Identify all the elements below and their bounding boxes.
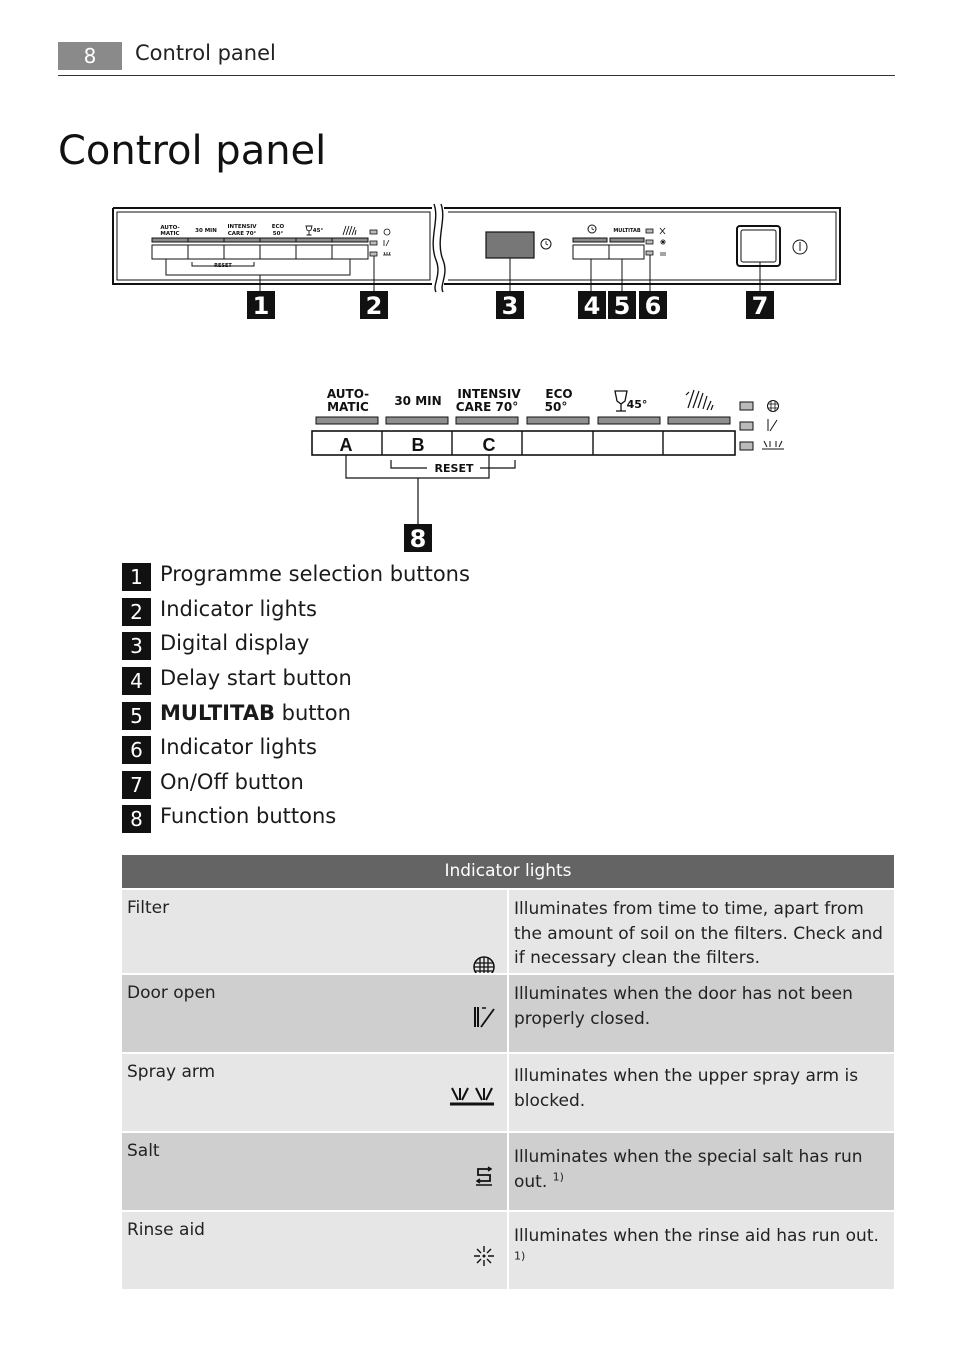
control-panel-diagram xyxy=(0,0,954,560)
legend-text: Digital display xyxy=(160,631,310,655)
legend-number: 1 xyxy=(122,563,151,591)
callout-2: 2 xyxy=(365,292,383,320)
legend-text: On/Off button xyxy=(160,770,304,794)
column-divider xyxy=(507,890,509,973)
row-description: Illuminates when the upper spray arm is blocked. xyxy=(514,1066,859,1111)
legend-item xyxy=(122,805,622,835)
footnote-marker: 1) xyxy=(552,1169,564,1183)
legend-item xyxy=(122,563,622,593)
legend-number: 2 xyxy=(122,598,151,626)
column-divider xyxy=(507,1133,509,1210)
rinse-aid-icon xyxy=(472,1244,496,1268)
table-row-door-open xyxy=(122,973,894,1052)
legend-number: 6 xyxy=(122,736,151,764)
row-name: Door open xyxy=(127,983,216,1003)
svg-text:45°: 45° xyxy=(312,228,324,234)
callout-6: 6 xyxy=(644,292,662,320)
row-name: Spray arm xyxy=(127,1062,216,1082)
svg-text:AUTO-: AUTO- xyxy=(160,225,180,231)
legend-number: 8 xyxy=(122,805,151,833)
big-selection-bars xyxy=(316,417,730,424)
row-description xyxy=(514,1224,889,1273)
callout-7: 7 xyxy=(751,292,769,320)
table-heading: Indicator lights xyxy=(122,855,894,888)
digital-display-mini xyxy=(486,232,551,258)
glass-icon xyxy=(615,391,627,411)
callout-1: 1 xyxy=(252,292,270,320)
footnote-marker: 1) xyxy=(514,1248,526,1262)
row-description xyxy=(514,1145,889,1194)
legend-text xyxy=(160,701,351,725)
svg-text:MATIC: MATIC xyxy=(160,231,180,237)
svg-text:INTENSIV: INTENSIV xyxy=(457,387,521,401)
legend-item xyxy=(122,771,622,801)
column-divider xyxy=(507,1054,509,1131)
spray-arm-icon xyxy=(448,1086,496,1110)
big-programme-labels xyxy=(327,387,648,414)
reset-bracket xyxy=(346,455,515,524)
legend-text: Indicator lights xyxy=(160,735,317,759)
row-description-text: Illuminates when the rinse aid has run out. xyxy=(514,1226,879,1246)
legend-text-rest: button xyxy=(274,701,351,725)
svg-text:RESET: RESET xyxy=(214,263,232,269)
page-title: Control panel xyxy=(58,128,327,174)
function-button-b: B xyxy=(411,435,425,455)
big-indicator-lights xyxy=(740,401,784,451)
section-title: Control panel xyxy=(135,41,276,65)
legend-number: 3 xyxy=(122,632,151,660)
legend-item xyxy=(122,667,622,697)
svg-text:AUTO-: AUTO- xyxy=(326,387,370,401)
table-row-salt xyxy=(122,1131,894,1210)
legend-number: 5 xyxy=(122,702,151,730)
legend-item xyxy=(122,632,622,662)
row-description: Illuminates when the door has not been properly closed. xyxy=(514,984,853,1029)
table-row-rinse-aid xyxy=(122,1210,894,1289)
legend-text: Function buttons xyxy=(160,804,337,828)
reset-label: RESET xyxy=(434,462,474,475)
callout-5: 5 xyxy=(613,292,631,320)
mini-programme-buttons xyxy=(152,238,368,275)
legend-number: 7 xyxy=(122,771,151,799)
svg-text:45°: 45° xyxy=(626,398,648,411)
svg-text:INTENSIV: INTENSIV xyxy=(227,224,257,230)
svg-text:MULTITAB: MULTITAB xyxy=(613,228,641,234)
row-name: Filter xyxy=(127,898,170,918)
big-button-strip xyxy=(312,431,735,455)
table-row-spray-arm xyxy=(122,1052,894,1131)
legend-text: Programme selection buttons xyxy=(160,562,470,586)
callout-3: 3 xyxy=(501,292,519,320)
svg-text:MATIC: MATIC xyxy=(327,400,369,414)
svg-text:50°: 50° xyxy=(544,400,568,414)
legend-text: Indicator lights xyxy=(160,597,317,621)
row-description: Illuminates from time to time, apart from the amount of soil on the filters. Check and if necessary clean the filters. xyxy=(514,899,883,968)
svg-text:50°: 50° xyxy=(272,231,284,237)
svg-text:CARE 70°: CARE 70° xyxy=(455,400,519,414)
legend-item xyxy=(122,598,622,628)
row-name: Rinse aid xyxy=(127,1220,205,1240)
multitab-bold: MULTITAB xyxy=(160,701,275,725)
legend-item xyxy=(122,736,622,766)
rinse-spray-icon xyxy=(686,390,713,410)
callout-8: 8 xyxy=(409,525,427,553)
callout-4: 4 xyxy=(583,292,601,320)
svg-text:30 MIN: 30 MIN xyxy=(394,394,442,408)
function-button-a: A xyxy=(339,435,353,455)
page-number: 8 xyxy=(58,42,122,70)
mini-indicator-lights-left xyxy=(370,229,391,256)
svg-text:ECO: ECO xyxy=(545,387,573,401)
column-divider xyxy=(507,1212,509,1289)
callout-lines xyxy=(260,255,760,291)
column-divider xyxy=(507,975,509,1052)
legend-text: Delay start button xyxy=(160,666,352,690)
onoff-mini xyxy=(737,226,807,266)
door-open-icon xyxy=(472,1005,498,1029)
svg-text:30 MIN: 30 MIN xyxy=(195,228,217,234)
legend-number: 4 xyxy=(122,667,151,695)
row-name: Salt xyxy=(127,1141,160,1161)
row-description-text: Illuminates when the special salt has run out. xyxy=(514,1147,863,1192)
svg-text:ECO: ECO xyxy=(271,224,285,230)
indicator-lights-table xyxy=(122,855,894,1289)
function-button-c: C xyxy=(482,435,496,455)
salt-icon xyxy=(472,1165,496,1189)
legend-item xyxy=(122,702,622,732)
svg-text:CARE 70°: CARE 70° xyxy=(227,231,257,237)
table-row-filter xyxy=(122,888,894,973)
